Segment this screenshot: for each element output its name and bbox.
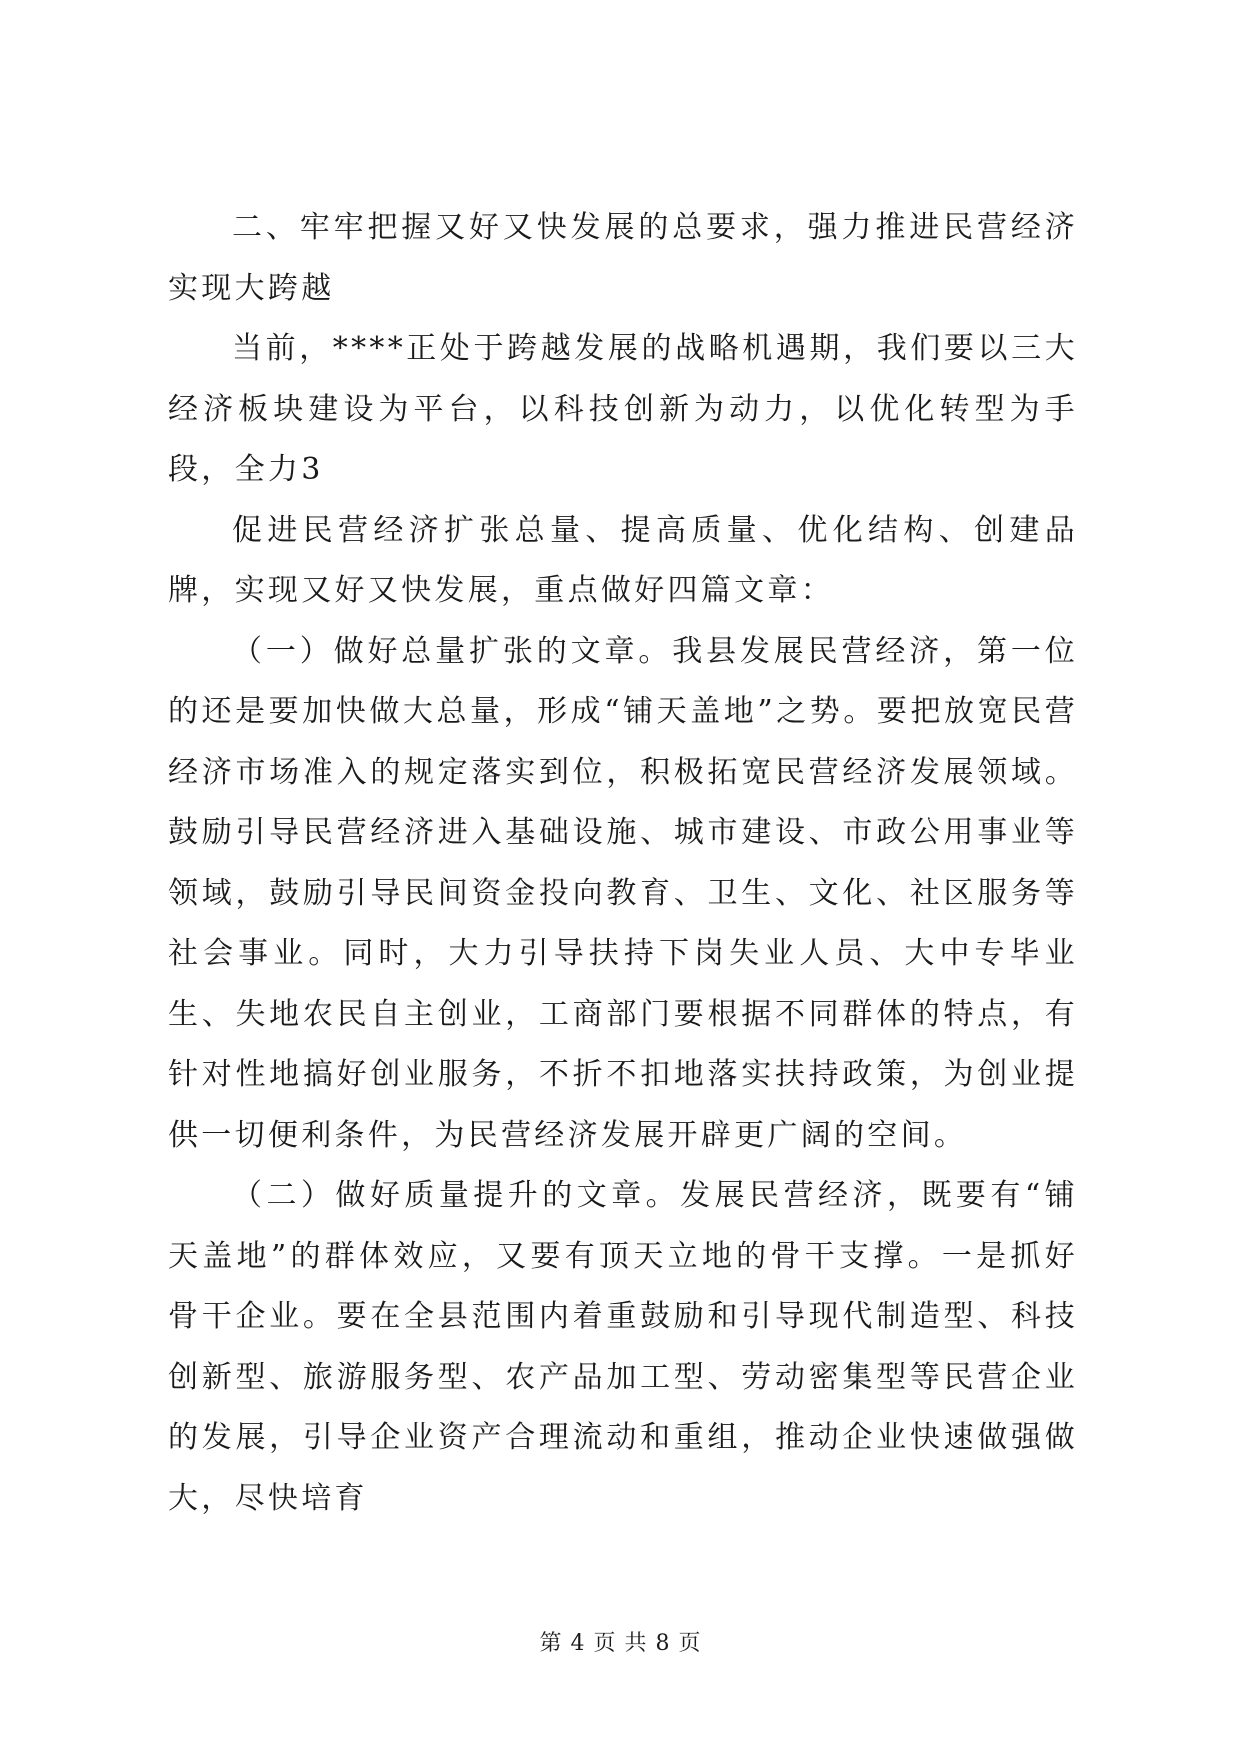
paragraph: 当前，****正处于跨越发展的战略机遇期，我们要以三大经济板块建设为平台，以科技创新为动力，以优化转型为手段，全力3 (168, 331, 1078, 487)
paragraph: 促进民营经济扩张总量、提高质量、优化结构、创建品牌，实现又好又快发展，重点做好四篇文章： (168, 512, 1078, 608)
page-number-footer: 第 4 页 共 8 页 (539, 1631, 702, 1656)
paragraph-subsection-2: （二）做好质量提升的文章。发展民营经济，既要有“铺天盖地”的群体效应，又要有顶天立地的骨干支撑。一是抓好骨干企业。要在全县范围内着重鼓励和引导现代制造型、科技创新型、旅游服务型、农产品加工型、劳动密集型等民营企业的发展，引导企业资产合理流动和重组，推动企业快速做强做大，尽快培育 (168, 1178, 1078, 1516)
document-body (168, 198, 1078, 1529)
paragraph-subsection-1: （一）做好总量扩张的文章。我县发展民营经济，第一位的还是要加快做大总量，形成“铺天盖地”之势。要把放宽民营经济市场准入的规定落实到位，积极拓宽民营经济发展领域。鼓励引导民营经济进入基础设施、城市建设、市政公用事业等领域，鼓励引导民间资金投向教育、卫生、文化、社区服务等社会事业。同时，大力引导扶持下岗失业人员、大中专毕业生、失地农民自主创业，工商部门要根据不同群体的特点，有针对性地搞好创业服务，不折不扣地落实扶持政策，为创业提供一切便利条件，为民营经济发展开辟更广阔的空间。 (168, 633, 1078, 1153)
section-heading: 二、牢牢把握又好又快发展的总要求，强力推进民营经济实现大跨越 (168, 210, 1078, 306)
